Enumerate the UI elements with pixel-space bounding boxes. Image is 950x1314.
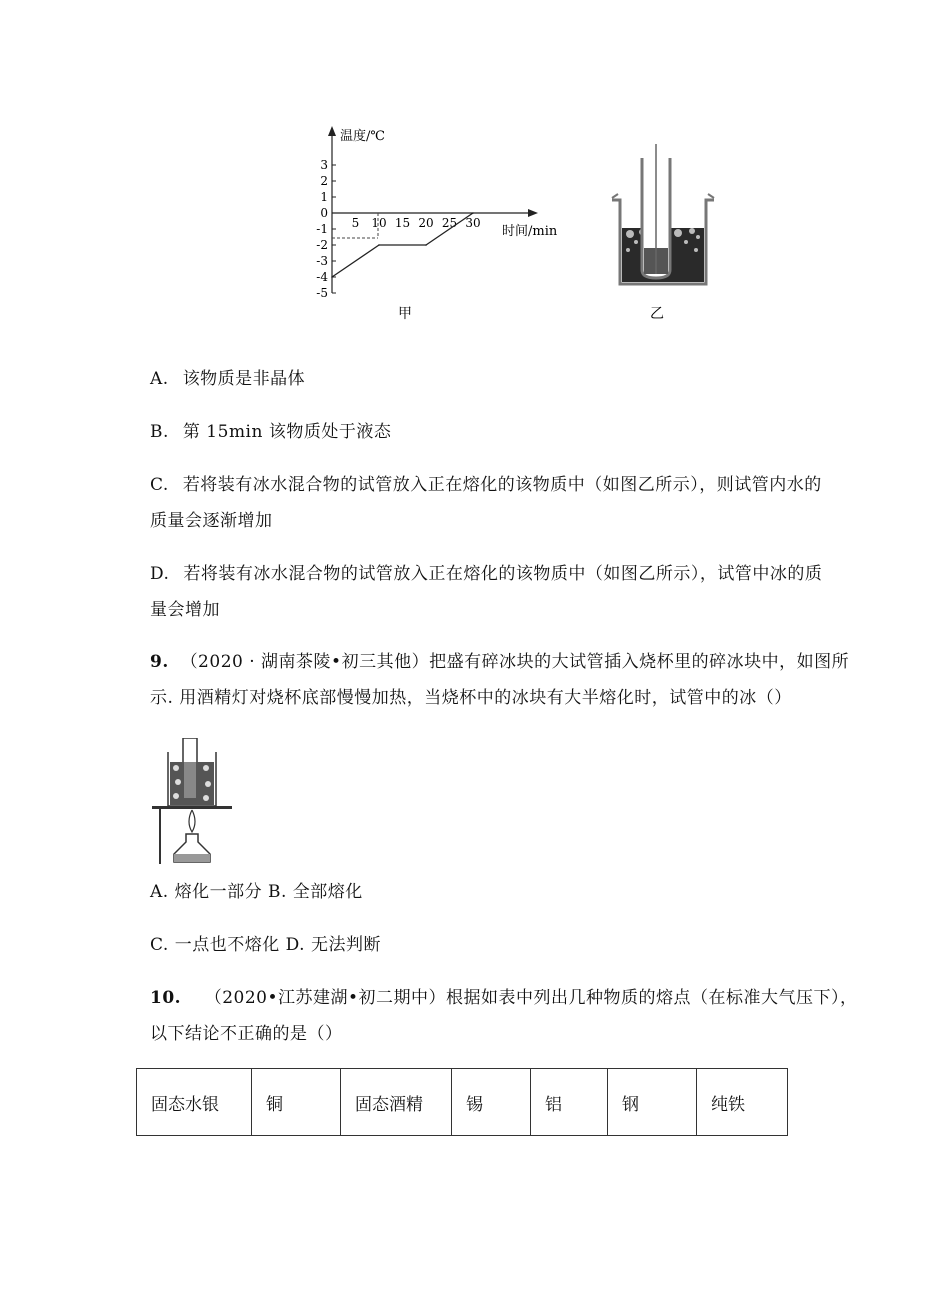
q8-option-c-cont: 质量会逐渐增加 [150, 511, 273, 531]
table-cell: 固态水银 [137, 1069, 252, 1136]
y-tick-label: -4 [316, 270, 328, 284]
x-tick-label: 10 [371, 216, 387, 230]
q8-option-d-cont: 量会增加 [150, 600, 220, 620]
chart-caption-jia: 甲 [398, 306, 412, 322]
chart-ylabel: 温度/℃ [340, 129, 385, 144]
option-letter: D. [150, 564, 170, 584]
chart-data-point [425, 244, 427, 246]
figure-row [300, 118, 740, 328]
q10-stem-cont: 以下结论不正确的是（） [150, 1024, 343, 1044]
chart-data-point [331, 276, 333, 278]
q9-options-ab: A. 熔化一部分 B. 全部熔化 [150, 882, 363, 902]
question-number: 10. [150, 988, 182, 1008]
table-row [137, 1069, 788, 1136]
x-tick-label: 5 [351, 216, 360, 230]
x-tick-label: 20 [418, 216, 434, 230]
x-tick-label: 25 [441, 216, 458, 230]
x-tick-label: 30 [465, 216, 481, 230]
q8-option-c [150, 470, 822, 495]
option-letter: A. [150, 369, 169, 389]
y-tick-label: -5 [316, 286, 328, 300]
chart-data-point [378, 244, 380, 246]
q8-option-b [150, 417, 391, 442]
table-cell: 纯铁 [697, 1069, 788, 1136]
q10-stem-text: （2020•江苏建湖•初二期中）根据如表中列出几种物质的熔点（在标准大气压下）， [204, 988, 858, 1008]
chart-xlabel: 时间/min [502, 224, 558, 239]
y-tick-label: -2 [316, 238, 328, 252]
beaker-with-test-tube-figure [608, 138, 718, 328]
option-text: 若将装有冰水混合物的试管放入正在熔化的该物质中（如图乙所示），试管中冰的质 [183, 564, 823, 584]
table-cell: 铝 [531, 1069, 608, 1136]
y-tick-label: 0 [320, 206, 328, 220]
melting-point-table [136, 1068, 788, 1136]
q8-option-a [150, 364, 305, 389]
y-tick-label: 3 [320, 158, 328, 172]
q10-stem [150, 983, 858, 1008]
y-tick-label: -3 [316, 254, 328, 268]
q8-option-d [150, 559, 822, 584]
option-letter: B. [150, 422, 169, 442]
q9-options-cd: C. 一点也不熔化 D. 无法判断 [150, 935, 381, 955]
q9-stem [150, 647, 849, 672]
y-tick-label: 1 [320, 190, 328, 204]
x-tick-label: 15 [394, 216, 411, 230]
alcohol-lamp-apparatus-figure [150, 738, 240, 868]
y-tick-label: 2 [320, 174, 328, 188]
beaker-caption-yi: 乙 [650, 306, 664, 322]
option-text: 若将装有冰水混合物的试管放入正在熔化的该物质中（如图乙所示），则试管内水的 [182, 475, 822, 495]
table-cell: 锡 [452, 1069, 531, 1136]
table-cell: 固态酒精 [341, 1069, 452, 1136]
table-cell: 铜 [252, 1069, 341, 1136]
chart-data-point [472, 212, 474, 214]
table-cell: 钢 [608, 1069, 697, 1136]
option-text: 该物质是非晶体 [182, 369, 306, 389]
y-tick-label: -1 [316, 222, 328, 236]
q9-stem-cont: 示. 用酒精灯对烧杯底部慢慢加热，当烧杯中的冰块有大半熔化时，试管中的冰（） [150, 688, 792, 708]
option-letter: C. [150, 475, 169, 495]
question-number: 9. [150, 652, 169, 672]
option-text: 第 15min 该物质处于液态 [182, 422, 392, 442]
q9-stem-text: （2020 · 湖南茶陵•初三其他）把盛有碎冰块的大试管插入烧杯里的碎冰块中，如图所 [180, 652, 850, 672]
temperature-time-chart [300, 118, 590, 328]
